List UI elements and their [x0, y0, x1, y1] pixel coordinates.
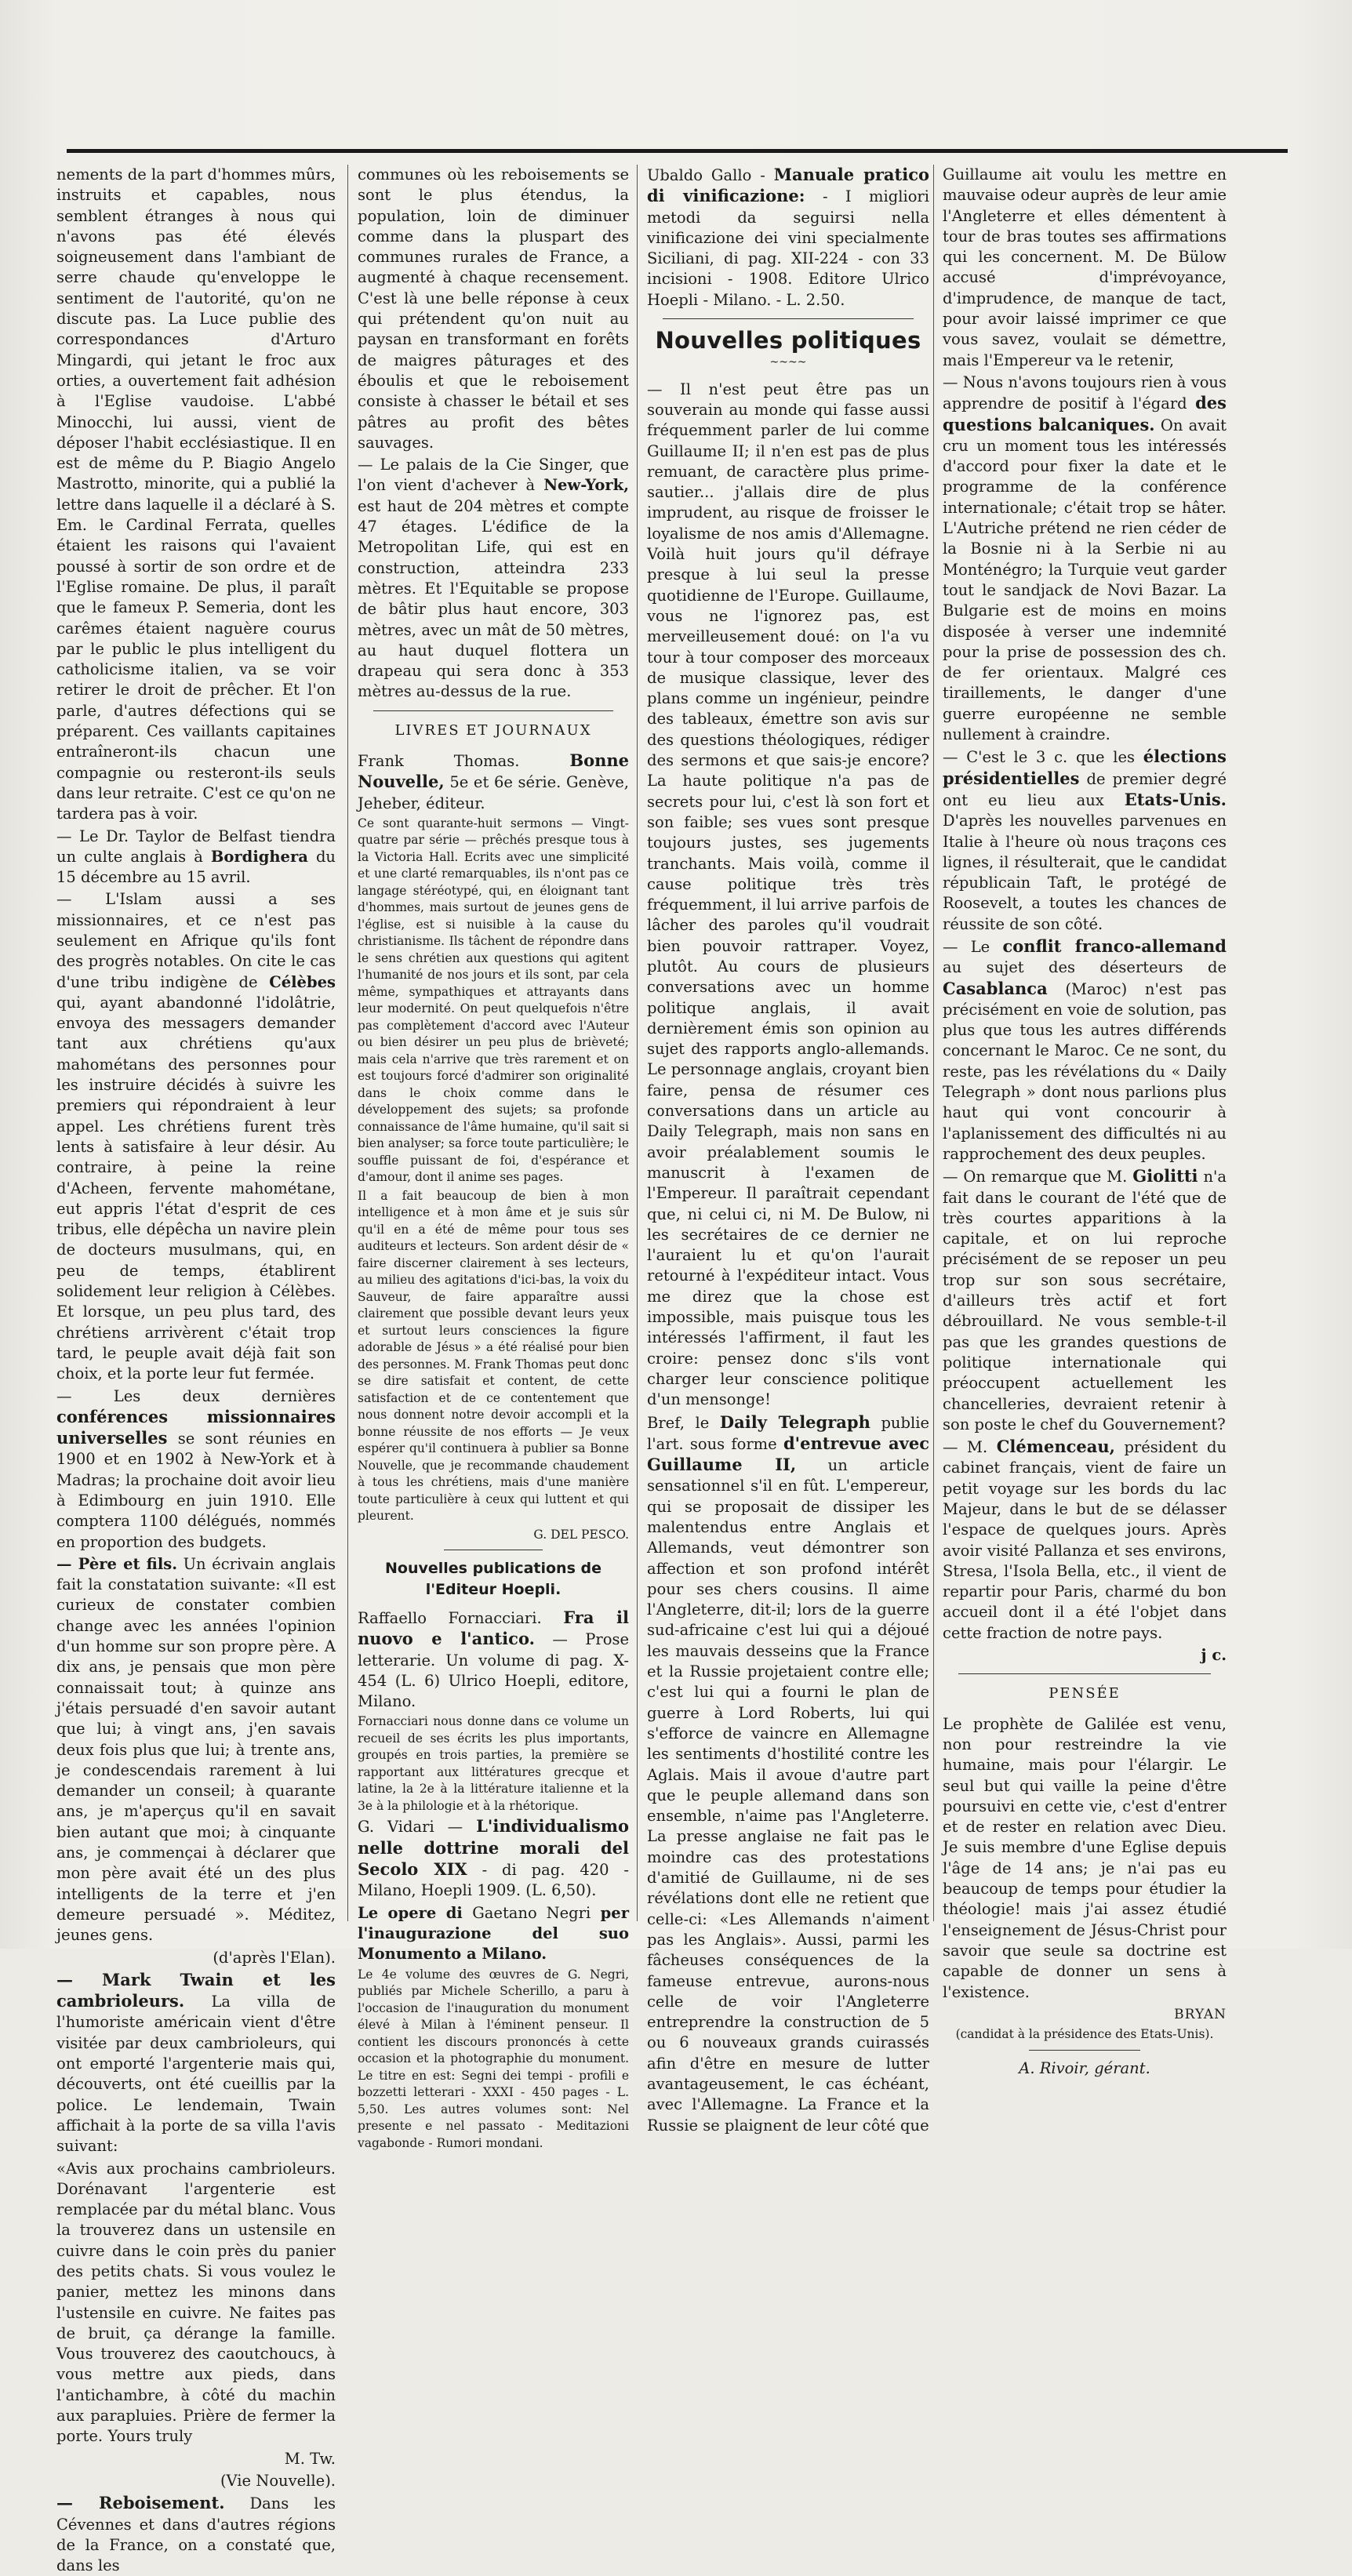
book-review: Fornacciari nous donne dans ce volume un recueil de ses écrits les plus importants, groupés en trois parties, la première se rapportant aux littératures grecque et latine, la 2e à la littérature italienne et la 3e à la philologie et à la rhétorique. — [358, 1714, 629, 1813]
place-name: Bordighera — [210, 847, 308, 866]
paragraph-text: publie l'art. sous forme — [647, 1413, 929, 1453]
managing-editor: A. Rivoir, gérant. — [1019, 2058, 1150, 2077]
article-paragraph: nements de la part d'hommes mûrs, instruits et capables, nous semblent étranges à nous qui n'avons pas été élevés soigneusement dans l'ambiant de serre chaude qu'enveloppe le sentiment de l'autorité, qu'on ne discute pas. La Luce publie des correspondances d'Arturo Mingardi, qui jetant le froc aux orties, a ouvertement fait adhésion à l'Eglise vaudoise. L'abbé Minocchi, lui aussi, vient de déposer l'habit ecclésiastique. Il en est de même du P. Biagio Angelo Mastrotto, minorite, qui a publié la lettre dans laquelle il a déclaré à S. Em. le Cardinal Ferrata, quelles étaient les raisons qui l'avaient poussé à sortir de son ordre et de l'Eglise romaine. De plus, il paraît que le fameux P. Semeria, dont les carêmes étaient naguère courus par le public le plus intelligent du catholicisme italien, va se voir retirer le droit de prêcher. Et l'on parle, d'autres défections qui se préparent. Ces vaillants capitaines entraîneront-ils chacun une compagnie ou resteront-ils seuls dans leur retraite. C'est ce qu'on ne tardera pas à voir. — [56, 165, 336, 823]
article-paragraph — [647, 1412, 929, 2136]
paragraph-text: Un écrivain anglais fait la constatation suivante: «Il est curieux de constater combien change avec les années l'opinion d'un homme sur son propre père. A dix ans, je pensais que mon père connaissait tout; à quinze ans j'étais persuadé d'en savoir autant que lui; à vingt ans, j'en savais deux fois plus que lui; à trente ans, je condescendais rarement à lui demander un conseil; à quarante ans, je m'aperçus qu'il en savait bien autant que moi; à cinquante ans, je commençai à déclarer que mon père avait été un des plus intelligents de la terre et j'en demeure persuadé ». Méditez, jeunes gens. — [56, 1554, 336, 1945]
source-citation: (d'après l'Elan). — [213, 1948, 336, 1967]
paragraph-text: Bref, le — [647, 1413, 710, 1432]
column-separator — [347, 165, 348, 1921]
topic-heading: d'entrevue avec Guillaume II, — [647, 1433, 930, 1475]
quote-author: BRYAN — [1174, 2006, 1227, 2022]
book-entry — [358, 1816, 629, 1901]
paragraph-text: président du cabinet français, vient de faire un petit voyage sur les bords du lac Majeur, dans le but de se délasser l'espace de quelques jours. Après avoir visité Pallanza et ses environs, Stresa, l'Isola Bella, etc., il vient de repartir pour Paris, charmé du bon accueil dont il a été l'objet dans cette fraction de notre pays. — [943, 1438, 1227, 1642]
section-title: PENSÉE — [1049, 1685, 1121, 1702]
book-author: Gaetano Negri — [472, 1903, 591, 1922]
book-title: Le opere di — [358, 1903, 463, 1922]
article-paragraph — [358, 455, 629, 703]
book-title: Fra il nuovo e l'antico. — [358, 1608, 630, 1649]
paragraph-text: — Le palais de la Cie Singer, que l'on vient d'achever à — [358, 456, 629, 495]
article-paragraph — [56, 1970, 336, 2157]
quote-paragraph: Le prophète de Galilée est venu, non pour restreindre la vie humaine, mais pour l'élargir. Le seul but qui vaille la peine d'être poursuivi en cette vie, c'est d'entrer et de rester en relation avec Dieu. Je suis membre d'une Eglise depuis l'âge de 14 ans; je n'ai pas eu beaucoup de temps pour étudier la théologie! mais j'ai assez étudié l'enseignement de Jésus-Christ pour savoir que seule sa doctrine est capable de donner un sens à l'existence. — [943, 1714, 1227, 2001]
book-entry — [358, 750, 629, 814]
article-paragraph: «Avis aux prochains cambrioleurs. Dorénavant l'argenterie est remplacée par du métal blanc. Vous la trouverez dans un ustensile en cuivre dans le coin près du panier des petits chats. Si vous voulez le panier, mettez les minons dans l'ustensile en cuivre. Ne faites pas de bruit, ça dérange la famille. Vous trouverez des caoutchoucs, à vous mettre aux pieds, dans l'antichambre, à côté du machin aux parapluies. Prière de fermer la porte. Yours truly — [56, 2159, 336, 2446]
section-heading: Nouvelles politiques — [655, 327, 921, 354]
article-paragraph: communes où les reboisements se sont le plus étendus, la population, loin de diminuer comme dans la pluspart des communes rurales de France, a augmenté à chaque recensement. C'est là une belle réponse à ceux qui prétendent qu'on nuit au paysan en transformant en forêts de maigres pâturages et des éboulis et que le reboisement consiste à chasser le bétail et ses pâtres au profit des bêtes sauvages. — [358, 165, 629, 452]
article-paragraph — [943, 747, 1227, 935]
book-entry — [647, 165, 929, 311]
paragraph-text: D'après les nouvelles parvenues en Italie à l'heure où nous traçons ces lignes, il résulterait, que le candidat républicain Taft, le protégé de Roosevelt, a toutes les chances de réussite de son côté. — [943, 812, 1227, 933]
paragraph-text: de premier degré ont eu lieu aux — [943, 769, 1227, 809]
book-title: Bonne Nouvelle, — [358, 750, 629, 792]
signature: j c. — [1201, 1646, 1227, 1665]
paragraph-text: — C'est le 3 c. que les — [943, 748, 1136, 767]
reviewer-signature: G. DEL PESCO. — [533, 1527, 629, 1542]
book-title: L'individualismo nelle dottrine morali del Secolo XIX — [358, 1816, 630, 1880]
paragraph-text: est haut de 204 mètres et compte 47 étages. L'édifice de la Metropolitan Life, qui est en construction, atteindra 233 mètres. Et l'Equitable se propose de bâtir plus haut encore, 303 mètres, avec un mât de 50 mètres, au haut duquel flottera un drapeau qui sera donc à 353 mètres au-dessus de la rue. — [358, 496, 629, 701]
ornament: ~~~~ — [769, 356, 807, 369]
article-paragraph — [943, 1166, 1227, 1435]
column-2 — [358, 165, 630, 2150]
book-details: - I migliori metodi da seguirsi nella vinificazione dei vini specialmente Siciliani, di pag. XII-224 - con 33 incisioni - 1908. Editore Ulrico Hoepli - Milano. - L. 2.50. — [647, 187, 929, 309]
topic-heading: — Reboisement. — [56, 2493, 225, 2513]
article-paragraph: Guillaume ait voulu les mettre en mauvaise odeur auprès de leur amie l'Angleterre et elles démentent à tour de bras toutes ses affirmations qui les concernent. M. De Bülow accusé d'imprévoyance, d'imprudence, de manque de tact, pour avoir laissé imprimer ce que vous savez, voulait se démettre, mais l'Empereur va le retenir, — [943, 165, 1227, 369]
column-separator — [637, 165, 638, 1921]
column-3 — [647, 165, 930, 2135]
book-author: Frank Thomas. — [358, 752, 520, 771]
top-rule — [67, 149, 1288, 153]
person-name: Clémenceau, — [996, 1437, 1115, 1457]
place-name: New-York, — [543, 476, 629, 495]
person-name: Giolitti — [1132, 1166, 1198, 1186]
book-details: — Prose letterarie. Un volume di pag. X-454 (L. 6) Ulrico Hoepli, editore, Milano. — [358, 1630, 629, 1711]
paragraph-text: La villa de l'humoriste américain vient d'être visitée par deux cambrioleurs, qui ont emporté l'argenterie mais qui, découverts, ont été cueillis par la police. Le lendemain, Twain affichait à la porte de sa villa l'avis suivant: — [56, 1993, 336, 2156]
article-paragraph — [56, 1386, 336, 1553]
paragraph-text: — Le Dr. Taylor de Belfast tiendra un culte anglais à — [56, 827, 336, 866]
topic-heading: élections présidentielles — [943, 747, 1227, 788]
paragraph-text: n'a fait dans le courant de l'été que de très courtes apparitions à la capitale, et on lui reproche précisément de se reposer un peu trop sur son sous secrétaire, d'ailleurs très actif et fort débrouillard. Ne vous semble-t-il pas que les grandes questions de politique internationale qui préoccupent actuellement les chancelleries, devraient retenir à son poste le chef du Gouvernement? — [943, 1168, 1227, 1433]
column-1 — [56, 165, 336, 2575]
section-divider — [1029, 2050, 1140, 2051]
topic-heading: — Mark Twain et les cambrioleurs. — [56, 1969, 336, 2011]
book-author: G. Vidari — — [358, 1818, 463, 1837]
article-paragraph — [943, 372, 1227, 745]
paragraph-text: du 15 décembre au 15 avril. — [56, 847, 336, 887]
paragraph-text: On avait cru un moment tous les intéressés d'accord pour fixer la date et le programme de la conférence internationale; c'était trop se hâter. L'Autriche prétend ne rien céder de la Bosnie ni à la Serbie ni au Monténégro; la Turquie veut garder tout le sandjack de Novi Bazar. La Bulgarie est de moins en moins disposée à verser une indemnité pour la prise de possession des ch. de fer orientaux. Malgré ces tiraillements, le danger d'une guerre européenne ne semble nullement à craindre. — [943, 416, 1227, 744]
place-name: Célèbes — [269, 972, 336, 991]
article-paragraph: — Il n'est peut être pas un souverain au monde qui fasse aussi fréquemment parler de lui comme Guillaume II; il n'en est pas de plus remuant, de caractère plus prime-sautier... j'allais dire de plus imprudent, au risque de froisser le loyalisme de nos amis d'Allemagne. Voilà huit jours qu'il défraye presque à lui seul la presse quotidienne de l'Europe. Guillaume, vous ne l'ignorez pas, est merveilleusement doué: on l'a vu tour à tour composer des morceaux de musique classique, lever des plans comme un ingénieur, peindre des tableaux, émettre son avis sur des questions théologiques, rédiger des sermons et que sais-je encore? La haute politique n'a pas de secrets pour lui, c'est là son fort et son faible; ses vues sont presque toujours justes, ses jugements tranchants. Mais voilà, comme il cause politique très très fréquemment, il lui arrive parfois de lâcher des paroles qu'il voudrait bien pouvoir rattraper. Voyez, plutôt. Au cours de plusieurs conversations avec un homme politique anglais, il avait dernièrement émis son opinion au sujet des rapports anglo-allemands. Le personnage anglais, croyant bien faire, pensa de résumer ces conversations dans un article au Daily Telegraph, mais non sans en avoir préalablement soumis le manuscrit à l'examen de l'Empereur. Il paraîtrait cependant que, ni celui ci, ni M. De Bulow, ni les secrétaires de ce dernier ne l'auraient lu et qu'on l'aurait retourné à l'expéditeur intact. Vous me direz que la chose est impossible, mais puisque tous les intéressés l'affirment, il faut les croire: pensez donc s'ils vont charger leur conscience politique d'un mensonge! — [647, 380, 929, 1409]
book-review: Il a fait beaucoup de bien à mon intelligence et à mon âme et je suis sûr qu'il en a été de même pour tous ses auditeurs et lecteurs. Son ardent désir de « faire discerner clairement à ses lecteurs, au milieu des agitations d'ici-bas, la voix du Sauveur, de faire apparaître aussi clairement que possible devant leurs yeux et surtout leurs consciences la figure adorable de Jésus » a été réalisé pour bien des personnes. M. Frank Thomas peut donc se dire satisfait et content, de cette satisfaction et de ce contentement que nous donnent notre devoir accompli et la bonne réussite de nos efforts — Je veux espérer qu'il continuera à publier sa Bonne Nouvelle, que je recommande chaudement à tous les chrétiens, mais d'une manière toute particulière à ceux qui luttent et qui pleurent. — [358, 1188, 629, 1524]
paragraph-text: Dans les Cévennes et dans d'autres régions de la France, on a constaté que, dans les — [56, 2494, 336, 2575]
book-review: Le 4e volume des œuvres de G. Negri, publiés par Michele Scherillo, a paru à l'occasion de l'inauguration du monument élevé à Milan à l'éminent penseur. Il contient les discours prononcés à cette occasion et la photographie du monument. Le titre en est: Segni dei tempi - profili e bozzetti letterari - XXXI - 450 pages - L. 5,50. Les autres volumes sont: Nel presente e nel passato - Meditazioni vagabonde - Rumori mondani. — [358, 1967, 629, 2150]
paragraph-text: un article sensationnel s'il en fût. L'empereur, qui se proposait de dissiper les malentendus entre Anglais et Allemands, veut démontrer son affection et son profond intérêt pour ses chers cousins. Il aime l'Angleterre, dit-il; lors de la guerre sud-africaine c'est lui qui a déjoué les mauvais desseins que la France et la Russie projetaient contre elle; c'est lui qui a fourni le plan de guerre à Lord Roberts, lui qui s'efforce de vaincre en Allemagne les sentiments d'hostilité contre les Aglais. Mais il avoue d'autre part que le peuple allemand dans son ensemble, n'aime pas l'Angleterre. La presse anglaise ne fait pas le moindre cas des protestations d'amitié de Guillaume, ni de ses révélations dont elle ne retient que celle-ci: «Les Allemands n'aiment pas les Anglais». Aussi, parmi les fâcheuses conséquences de la fameuse entrevue, aurons-nous celle de voir l'Angleterre entreprendre la construction de 5 ou 6 nouveaux grands cuirassés afin d'être en mesure de lutter avantageusement, le cas échéant, avec l'Allemagne. La France et la Russie se plaignent de leur côté que — [647, 1456, 929, 2135]
paragraph-text: au sujet des déserteurs de — [943, 958, 1227, 977]
article-paragraph — [56, 827, 336, 888]
section-divider — [373, 710, 613, 711]
place-name: Casablanca — [943, 978, 1048, 998]
paragraph-text: — L'Islam aussi a ses missionnaires, et ce n'est pas seulement en Afrique qu'ils font des progrès notables. On cite le cas d'une tribu indigène de — [56, 890, 336, 991]
place-name: Etats-Unis. — [1124, 789, 1227, 809]
section-divider — [663, 318, 914, 319]
book-title: Manuale pratico di vinificazione: — [647, 165, 929, 206]
article-paragraph — [943, 936, 1227, 1164]
article-paragraph — [56, 1554, 336, 1946]
section-title: LIVRES ET JOURNAUX — [394, 721, 592, 739]
book-entry — [358, 1903, 629, 1965]
book-author: Ubaldo Gallo - — [647, 166, 765, 184]
article-paragraph — [56, 889, 336, 1384]
newspaper-name: Daily Telegraph — [719, 1412, 870, 1432]
paragraph-text: — On remarque que M. — [943, 1168, 1128, 1186]
book-title: per l'inaugurazione del suo Monumento a Milano. — [358, 1903, 629, 1964]
topic-heading: des questions balcaniques. — [943, 393, 1227, 434]
paragraph-text: — Nous n'avons toujours rien à vous apprendre de positif à l'égard — [943, 372, 1227, 413]
section-title: Nouvelles publications de l'Editeur Hoepli. — [384, 1560, 601, 1598]
quote-author-note: (candidat à la présidence des Etats-Unis). — [955, 2027, 1214, 2042]
paragraph-text: — Les deux dernières — [56, 1386, 336, 1405]
book-details: 5e et 6e série. Genève, Jeheber, éditeur. — [358, 773, 629, 812]
signature: M. Tw. — [284, 2449, 336, 2468]
article-paragraph — [56, 2493, 336, 2576]
paragraph-text: — Le — [943, 937, 990, 956]
section-divider — [958, 1673, 1211, 1674]
paragraph-text: qui, ayant abandonné l'idolâtrie, envoya des messagers demander tant aux chrétiens qu'aux mahométans des personnes pour les instruire décidés à suivre les premiers qui répondraient à leur appel. Les chrétiens furent très lents à satisfaire à leur désir. Au contraire, à peine la reine d'Acheen, fervente mahométane, eut appris l'état d'esprit de ces tribus, elle dépêcha un navire plein de docteurs musulmans, qui, en peu de temps, établirent solidement leur religion à Célèbes. Et lorsque, un peu plus tard, des chrétiens arrivèrent c'était trop tard, le peuple avait déjà fait son choix, et la porte leur fut fermée. — [56, 993, 336, 1383]
source-citation: (Vie Nouvelle). — [220, 2471, 336, 2490]
column-separator — [933, 165, 934, 1921]
paragraph-text: (Maroc) n'est pas précisément en voie de solution, pas plus que tous les autres différends concernant le Maroc. Ce ne sont, du reste, pas les révélations du « Daily Telegraph » dont nous parlions plus haut qui vont concourir à l'aplanissement des difficultés ni au rapprochement des deux peuples. — [943, 979, 1227, 1163]
paragraph-text: — M. — [943, 1438, 988, 1457]
paragraph-text: se sont réunies en 1900 et en 1902 à New-York et à Madras; la prochaine doit avoir lieu à Edimbourg en juin 1910. Elle comptera 1100 délégués, nommés en proportion des budgets. — [56, 1430, 336, 1551]
topic-heading: conférences missionnaires universelles — [56, 1406, 336, 1448]
topic-heading: — Père et fils. — [56, 1554, 178, 1573]
book-entry — [358, 1608, 629, 1712]
book-author: Raffaello Fornacciari. — [358, 1609, 542, 1627]
book-details: - di pag. 420 - Milano, Hoepli 1909. (L. 6,50). — [358, 1861, 630, 1900]
book-review: Ce sont quarante-huit sermons — Vingt-quatre par série — prêchés presque tous à la Victoria Hall. Ecrits avec une simplicité et une clarté remarquables, ils n'ont pas ce langage stéréotypé, qui, en éloignant tant d'hommes, mais surtout de jeunes gens de l'église, est si nuisible à la cause du christianisme. Ils tâchent de répondre dans le sens chrétien aux questions qui agitent l'humanité de nos jours et ils sont, par cela même, sympathiques et attrayants dans leur modernité. On peut quelquefois n'être pas complètement d'accord avec l'Auteur ou bien désirer un peu plus de brièveté; mais cela n'arrive que très rarement et on est toujours forcé d'admirer son originalité dans le choix comme dans le développement des sujets; sa profonde connaissance de l'âme humaine, qu'il sait si bien analyser; sa force toute particulière; le souffle puissant de foi, d'espérance et d'amour, dont il anime ses pages. — [358, 816, 629, 1185]
article-paragraph — [943, 1437, 1227, 1644]
column-4 — [943, 165, 1227, 2077]
topic-heading: conflit franco-allemand — [1002, 936, 1227, 956]
